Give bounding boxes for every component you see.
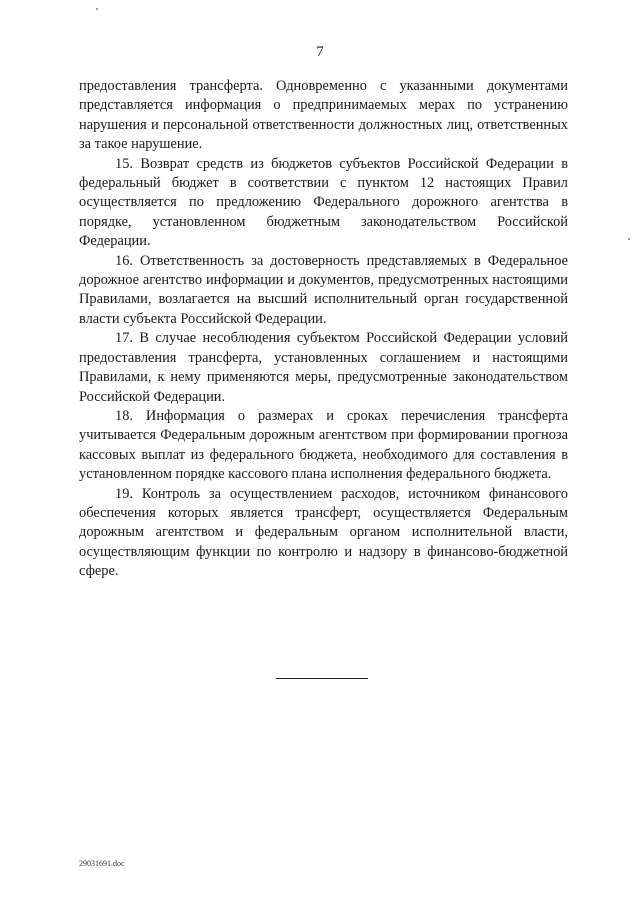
scan-speck — [96, 8, 98, 10]
scan-speck — [628, 238, 630, 240]
paragraph-19: 19. Контроль за осуществлением расходов, источником финансового обеспечения которых является трансферт, осуществляется Федеральным дорожным агентством и федеральным органом исполнительной власти, осуществляющим функции по контролю и надзору в финансово-бюджетной сфере. — [79, 485, 568, 580]
document-code: 29031691.doc — [79, 859, 125, 868]
paragraph-16: 16. Ответственность за достоверность представляемых в Федеральное дорожное агентство информации и документов, предусмотренных настоящими Правилами, возлагается на высший исполнительный орган государственной власти субъекта Российской Федерации. — [79, 252, 568, 327]
paragraph-continuation: предоставления трансферта. Одновременно с указанными документами представляется информация о предпринимаемых мерах по устранению нарушения и персональной ответственности должностных лиц, ответственных за такое нарушение. — [79, 78, 568, 153]
paragraph-18: 18. Информация о размерах и сроках перечисления трансферта учитывается Федеральным дорожным агентством при формировании прогноза кассовых выплат из федерального бюджета, необходимого для составления в установленном порядке кассового плана исполнения федерального бюджета. — [79, 407, 568, 483]
page-number: 7 — [316, 44, 324, 60]
document-body — [79, 77, 568, 582]
end-divider-line — [276, 678, 368, 679]
paragraph-15: 15. Возврат средств из бюджетов субъектов Российской Федерации в федеральный бюджет в соответствии с пунктом 12 настоящих Правил осуществляется по предложению Федерального дорожного агентства в порядке, установленном бюджетным законодательством Российской Федерации. — [79, 155, 568, 250]
paragraph-17: 17. В случае несоблюдения субъектом Российской Федерации условий предоставления трансферта, установленных соглашением и настоящими Правилами, к нему применяются меры, предусмотренные законодательством Российской Федерации. — [79, 330, 568, 405]
